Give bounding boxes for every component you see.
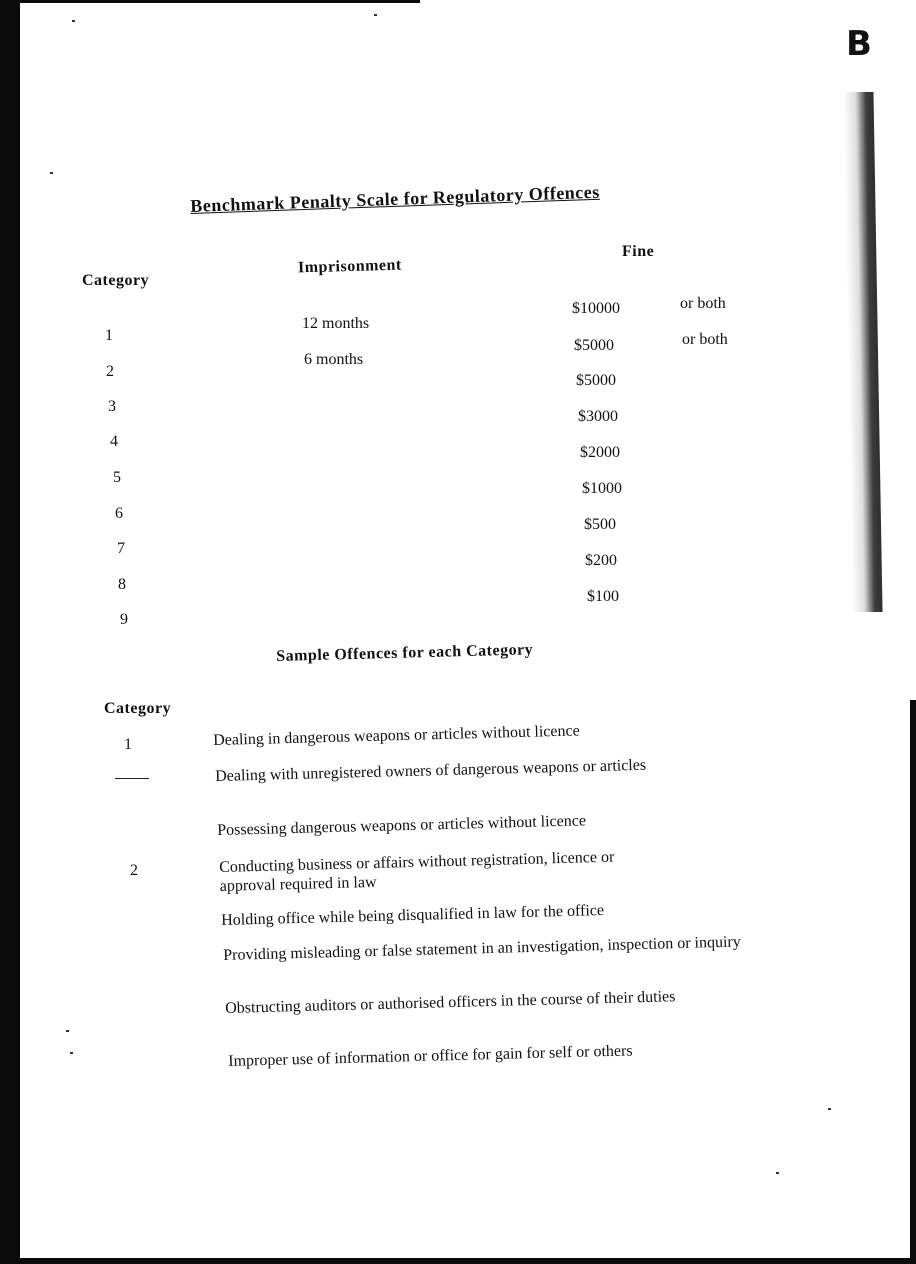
- offence-item: Obstructing auditors or authorised officers in the course of their duties: [225, 988, 676, 1017]
- scan-speck: [70, 1052, 73, 1054]
- row-category: 2: [106, 363, 114, 380]
- offence-item: Improper use of information or office for gain for self or others: [228, 1042, 633, 1070]
- row-fine: $2000: [580, 444, 620, 461]
- row-category: 5: [113, 469, 121, 486]
- scan-edge-left: [0, 0, 20, 1264]
- page-title: Benchmark Penalty Scale for Regulatory Offences: [190, 181, 601, 216]
- row-imprisonment: 12 months: [302, 315, 370, 332]
- header-category: Category: [82, 272, 150, 289]
- scan-speck: [50, 172, 53, 174]
- scan-speck: [66, 1030, 69, 1032]
- offence-item: Holding office while being disqualified in law for the office: [221, 901, 605, 929]
- row-category: 8: [118, 576, 126, 593]
- row-fine: $5000: [576, 372, 616, 389]
- corner-mark: B: [846, 24, 872, 64]
- scan-speck: [776, 1172, 779, 1174]
- row-category: 3: [108, 398, 116, 415]
- row-category: 7: [117, 540, 125, 557]
- offence-category: 2: [130, 862, 138, 879]
- scan-edge-right: [910, 700, 916, 1264]
- row-note: or both: [682, 331, 728, 348]
- row-imprisonment: 6 months: [304, 351, 364, 368]
- scan-edge-top: [20, 0, 420, 3]
- offence-item: Providing misleading or false statement in an investigation, inspection or inquiry: [223, 933, 741, 964]
- scan-artifact-bar: [843, 92, 882, 612]
- scan-speck: [72, 20, 75, 22]
- row-fine: $3000: [578, 408, 618, 425]
- row-category: 1: [105, 327, 113, 344]
- scan-speck: [828, 1108, 831, 1110]
- offence-item: Dealing with unregistered owners of dangerous weapons or articles: [215, 756, 647, 785]
- row-category: 4: [110, 433, 118, 450]
- offence-item: Conducting business or affairs without registration, licence or approval required in law: [219, 848, 615, 895]
- row-fine: $1000: [582, 480, 622, 497]
- row-fine: $100: [587, 588, 619, 605]
- offence-item: Dealing in dangerous weapons or articles without licence: [213, 722, 580, 749]
- offence-item: Possessing dangerous weapons or articles without licence: [217, 812, 587, 839]
- row-fine: $200: [585, 552, 617, 569]
- header-category: Category: [104, 700, 172, 717]
- row-category: 9: [120, 611, 128, 628]
- row-fine: $10000: [572, 300, 620, 317]
- scan-edge-bottom: [20, 1258, 916, 1264]
- separator-dash: [115, 778, 149, 779]
- scan-speck: [374, 14, 377, 16]
- row-note: or both: [680, 295, 726, 312]
- header-imprisonment: Imprisonment: [297, 256, 402, 277]
- offence-category: 1: [124, 736, 132, 753]
- header-fine: Fine: [622, 243, 655, 260]
- row-fine: $5000: [574, 337, 614, 354]
- section-title: Sample Offences for each Category: [276, 641, 534, 665]
- row-fine: $500: [584, 516, 616, 533]
- row-category: 6: [115, 505, 123, 522]
